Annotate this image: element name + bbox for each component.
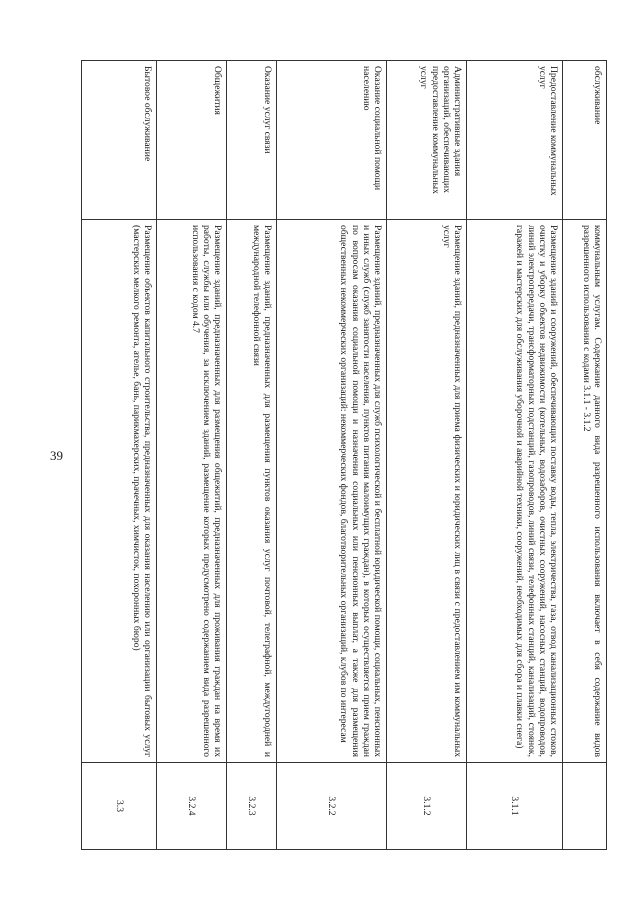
use-name-cell: Оказание социальной помощи населению (277, 61, 387, 220)
table-row (157, 61, 227, 850)
use-name-cell: Бытовое обслуживание (82, 61, 157, 220)
use-code-cell: 3.2.4 (157, 763, 227, 850)
use-code-cell (563, 763, 607, 850)
use-description-cell: Размещение зданий, предназначенных для размещения пунктов оказания услуг почтовой, телеграфной, междугородней и международной телефонной связи (227, 220, 277, 763)
use-code-cell: 3.1.1 (467, 763, 563, 850)
table-row (563, 61, 607, 850)
table-row (467, 61, 563, 850)
page-number: 39 (50, 448, 63, 463)
use-name-cell: Предоставление коммунальных услуг (467, 61, 563, 220)
use-code-cell: 3.2.3 (227, 763, 277, 850)
use-description-cell: Размещение зданий, предназначенных для приема физических и юридических лиц в связи с предоставлением им коммунальных услуг (387, 220, 467, 763)
land-use-table (81, 60, 607, 850)
use-description-cell: Размещение объектов капитального строительства, предназначенных для оказания населению или организации бытовых услуг (мастерских мелкого ремонта, ателье, бань, парикмахерских, прачечных, химчисток, похоронных бюро) (82, 220, 157, 763)
use-description-cell: Размещение зданий и сооружений, обеспечивающих поставку воды, тепла, электричества, газа, отвод канализационных стоков, очистку и уборку объектов недвижимости (котельных, водозаборов, очистных сооружений, насосных станций, водопроводов, линий электропередачи, трансформаторных подстанций, газопроводов, линий связи, телефонных станций, канализаций, стоянок, гаражей и мастерских для обслуживания уборочной и аварийной техники, сооружений, необходимых для сбора и плавки снега) (467, 220, 563, 763)
land-use-table-rotated (82, 60, 607, 850)
use-description-cell: Размещение зданий, предназначенных для служб психологической и бесплатной юридической помощи, социальных, пенсионных и иных служб (служб занятости населения, пунктов питания малоимущих граждан), в которых осуществляется прием граждан по вопросам оказания социальной помощи и назначения социальных или пенсионных выплат, а также для размещения общественных некоммерческих организаций: некоммерческих фондов, благотворительных организаций, клубов по интересам (277, 220, 387, 763)
use-code-cell: 3.2.2 (277, 763, 387, 850)
use-code-cell: 3.3 (82, 763, 157, 850)
table-row (227, 61, 277, 850)
table-row (82, 61, 157, 850)
table-row (387, 61, 467, 850)
use-description-cell: Размещение зданий, предназначенных для размещения общежитий, предназначенных для проживания граждан на время их работы, службы или обучения, за исключением зданий, размещение которых предусмотрено содержанием вида разрешенного использования с кодом 4.7 (157, 220, 227, 763)
table-row (277, 61, 387, 850)
use-code-cell: 3.1.2 (387, 763, 467, 850)
use-description-cell: коммунальным услугам. Содержание данного вида разрешенного использования включает в себя содержание видов разрешенного использования с кодами 3.1.1 - 3.1.2 (563, 220, 607, 763)
use-name-cell: обслуживание (563, 61, 607, 220)
use-name-cell: Административные здания организаций, обеспечивающих предоставление коммунальных услуг (387, 61, 467, 220)
use-name-cell: Общежития (157, 61, 227, 220)
use-name-cell: Оказание услуг связи (227, 61, 277, 220)
